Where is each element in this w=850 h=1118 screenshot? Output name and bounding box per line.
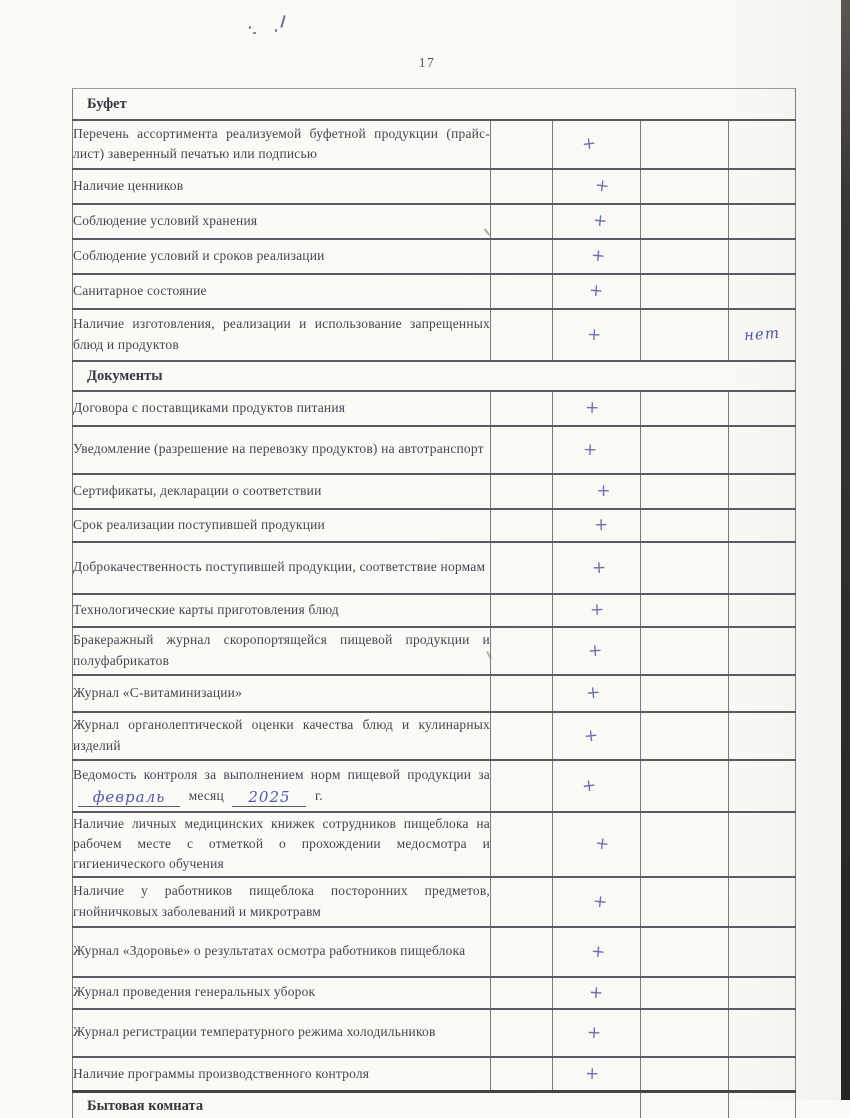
empty-cell [641,239,729,274]
empty-cell [491,204,553,239]
note-cell [729,274,796,309]
checklist-body [73,89,796,1118]
note-cell [729,509,796,542]
plus-check-mark: + [585,1063,600,1084]
section-title: Буфет [73,89,796,120]
empty-cell [491,391,553,426]
plus-check-mark: + [592,890,609,913]
check-cell [553,274,641,309]
plus-check-mark: + [594,514,609,536]
note-cell [729,309,796,361]
empty-cell [641,542,729,594]
plus-check-mark: + [585,682,602,704]
item-label: Перечень ассортимента реализуемой буфетной продукции (прайс-лист) заверенный печатью или подписью [73,120,491,169]
item-label: Журнал регистрации температурного режима холодильников [73,1009,491,1057]
plus-check-mark: + [583,439,598,460]
check-cell [553,542,641,594]
item-label: Журнал «С-витаминизации» [73,675,491,712]
plus-check-mark: + [587,640,604,661]
note-cell [729,1009,796,1057]
empty-cell [641,594,729,627]
check-cell [553,877,641,927]
checklist-row [73,542,796,594]
checklist-row [73,675,796,712]
empty-cell [491,675,553,712]
empty-cell [641,204,729,239]
checklist-row [73,426,796,474]
checklist-row [73,239,796,274]
check-cell [553,627,641,675]
handwritten-month: февраль [78,790,180,807]
plus-check-mark: + [589,599,606,621]
checklist-row [73,204,796,239]
item-label-text: месяц [185,787,228,803]
plus-check-mark: + [586,1022,603,1043]
empty-cell [641,1092,729,1118]
check-cell [553,1057,641,1092]
ink-dot [248,26,251,30]
scanner-edge-shadow [841,0,850,1100]
empty-cell [641,712,729,760]
item-label: Наличие ценников [73,169,491,204]
empty-cell [641,274,729,309]
item-label: Срок реализации поступившей продукции [73,509,491,542]
checklist-row [73,594,796,627]
note-cell [729,204,796,239]
empty-cell [641,977,729,1009]
empty-cell [641,675,729,712]
item-label: Наличие у работников пищеблока посторонних предметов, гнойничковых заболеваний и микротравм [73,877,491,927]
empty-cell [491,977,553,1009]
item-label: Сертификаты, декларации о соответствии [73,474,491,509]
plus-check-mark: + [581,133,598,155]
check-cell [553,675,641,712]
check-cell [553,712,641,760]
empty-cell [491,712,553,760]
plus-check-mark: + [590,940,607,963]
check-cell [553,309,641,361]
item-label: Соблюдение условий и сроков реализации [73,239,491,274]
check-cell [553,977,641,1009]
note-cell [729,675,796,712]
note-cell [729,594,796,627]
checklist-row [73,120,796,169]
check-cell [553,474,641,509]
empty-cell [491,760,553,812]
check-cell [553,760,641,812]
checklist-row [73,927,796,977]
plus-check-mark: + [592,557,607,578]
checklist-row [73,1009,796,1057]
empty-cell [641,812,729,877]
page-number: 17 [418,55,436,70]
plus-check-mark: + [586,324,603,345]
empty-cell [491,812,553,877]
empty-cell [641,426,729,474]
item-label: Журнал «Здоровье» о результатах осмотра работников пищеблока [73,927,491,977]
check-cell [553,204,641,239]
note-cell [729,1057,796,1092]
note-cell [729,927,796,977]
empty-cell [641,1057,729,1092]
empty-cell [641,509,729,542]
empty-cell [491,509,553,542]
checklist-row [73,169,796,204]
empty-cell [491,877,553,927]
empty-cell [491,594,553,627]
note-cell [729,169,796,204]
note-cell [729,627,796,675]
note-cell [729,239,796,274]
item-label: Бракеражный журнал скоропортящейся пищевой продукции и полуфабрикатов [73,627,491,675]
empty-cell [491,474,553,509]
handwritten-note: нет [743,323,781,345]
checklist-row [73,877,796,927]
item-label: Журнал проведения генеральных уборок [73,977,491,1009]
ink-stroke [280,15,286,28]
plus-check-mark: + [581,774,598,797]
check-cell [553,812,641,877]
empty-cell [491,927,553,977]
item-label: Доброкачественность поступившей продукции, соответствие нормам [73,542,491,594]
section-title: Бытовая комната [73,1092,641,1118]
check-cell [553,509,641,542]
checklist-row [73,391,796,426]
item-label: Соблюдение условий хранения [73,204,491,239]
plus-check-mark: + [594,175,611,197]
item-label-text: г. [311,787,323,803]
checklist-row [73,627,796,675]
empty-cell [491,169,553,204]
section-header-row [73,1092,796,1118]
check-cell [553,239,641,274]
checklist-row [73,309,796,361]
check-cell [553,120,641,169]
empty-cell [641,169,729,204]
note-cell [729,812,796,877]
check-cell [553,169,641,204]
empty-cell [729,1092,796,1118]
ink-dot [275,29,277,32]
check-cell [553,594,641,627]
empty-cell [491,274,553,309]
note-cell [729,712,796,760]
note-cell [729,760,796,812]
empty-cell [641,760,729,812]
checklist-row [73,812,796,877]
item-label: Наличие изготовления, реализации и использование запрещенных блюд и продуктов [73,309,491,361]
empty-cell [641,309,729,361]
plus-check-mark: + [583,724,600,747]
empty-cell [491,1057,553,1092]
checklist-row [73,274,796,309]
plus-check-mark: + [594,833,611,855]
checklist-row [73,1057,796,1092]
item-label: Уведомление (разрешение на перевозку продуктов) на автотранспорт [73,426,491,474]
note-cell [729,391,796,426]
empty-cell [491,426,553,474]
plus-check-mark: + [592,210,609,232]
check-cell [553,426,641,474]
checklist-row [73,977,796,1009]
note-cell [729,120,796,169]
check-cell [553,1009,641,1057]
item-label: Журнал органолептической оценки качества блюд и кулинарных изделий [73,712,491,760]
empty-cell [491,542,553,594]
note-cell [729,474,796,509]
empty-cell [641,1009,729,1057]
empty-cell [641,391,729,426]
item-label: Договора с поставщиками продуктов питания [73,391,491,426]
note-cell [729,877,796,927]
empty-cell [491,309,553,361]
empty-cell [491,239,553,274]
plus-check-mark: + [585,397,600,419]
check-cell [553,391,641,426]
checklist-row [73,474,796,509]
checklist-row [73,712,796,760]
handwritten-year: 2025 [232,790,306,807]
item-label: Наличие личных медицинских книжек сотрудников пищеблока на рабочем месте с отметкой о прохождении медосмотра и гигиенического обучения [73,812,491,877]
item-label: Технологические карты приготовления блюд [73,594,491,627]
checklist-row [73,509,796,542]
plus-check-mark: + [588,280,605,302]
check-cell [553,927,641,977]
stray-ink-marks [246,13,294,39]
empty-cell [641,877,729,927]
empty-cell [641,474,729,509]
plus-check-mark: + [596,481,611,501]
section-title: Документы [73,361,796,391]
empty-cell [491,120,553,169]
plus-check-mark: + [590,245,607,267]
empty-cell [641,627,729,675]
empty-cell [491,1009,553,1057]
item-label [73,760,491,812]
empty-cell [491,627,553,675]
inspection-checklist-table [72,88,796,1118]
note-cell [729,542,796,594]
item-label: Наличие программы производственного контроля [73,1057,491,1092]
plus-check-mark: + [588,982,605,1003]
ink-dot [253,32,256,34]
empty-cell [641,120,729,169]
section-header-row [73,361,796,391]
item-label-text: Ведомость контроля за выполнением норм пищевой продукции за [73,767,490,783]
note-cell [729,977,796,1009]
item-label: Санитарное состояние [73,274,491,309]
empty-cell [641,927,729,977]
note-cell [729,426,796,474]
section-header-row [73,89,796,120]
checklist-row [73,760,796,812]
